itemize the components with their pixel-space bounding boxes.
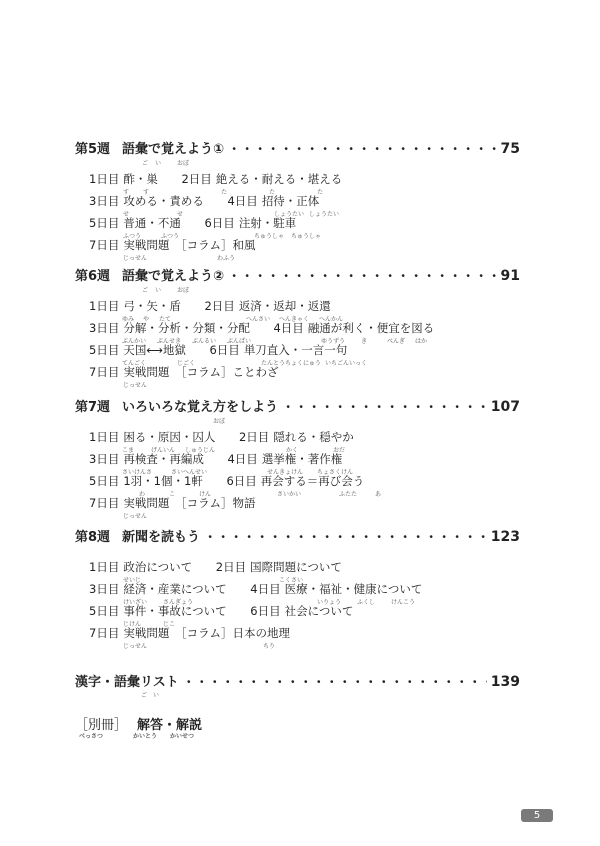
day-entry[interactable] (250, 604, 353, 618)
ruby-text: ちょさくけん (317, 469, 354, 476)
ruby-text: や (143, 316, 150, 323)
page-number-badge: 5 (521, 809, 553, 822)
day-line (89, 365, 520, 387)
day-list (89, 172, 520, 260)
day-label: 1日目 (89, 172, 120, 186)
day-line (89, 343, 520, 365)
ruby-text: おぼ (177, 160, 190, 167)
day-line (89, 194, 520, 216)
ruby-text: べんぎ (387, 338, 406, 345)
day-entry[interactable] (209, 343, 347, 357)
week-title: 新聞を読もう (122, 530, 201, 545)
ruby-text: げんいん (151, 447, 176, 454)
ruby-text: せんきょけん (267, 469, 304, 476)
ruby-text: い (155, 287, 162, 294)
ruby-text: おぼ (177, 287, 190, 294)
day-entry[interactable] (89, 626, 290, 640)
appendix-bracket: ［別冊］ (75, 718, 128, 733)
ruby-text: じっせん (123, 513, 148, 520)
ruby-text: じっせん (123, 382, 148, 389)
page-reference: 123 (490, 529, 520, 545)
day-entry[interactable] (89, 604, 227, 618)
ruby-text: わ (139, 491, 146, 498)
day-entry[interactable] (89, 172, 158, 186)
day-label: 5日目 (89, 343, 120, 357)
day-entry[interactable] (89, 299, 181, 313)
ruby-text: けいざい (123, 599, 148, 606)
ruby-text: ふくし (357, 599, 376, 606)
week-title: 語彙で覚えよう② (122, 269, 225, 284)
ruby-text: ゆうずう (321, 338, 346, 345)
day-topic: 再検査・再編成 (123, 452, 204, 466)
day-label: 1日目 (89, 299, 120, 313)
ruby-text: こま (122, 447, 135, 454)
ruby-text: かく (286, 447, 299, 454)
day-line (89, 496, 520, 518)
ruby-text: せ (123, 211, 130, 218)
ruby-text: た (221, 189, 228, 196)
day-entry[interactable] (226, 474, 364, 488)
week-heading[interactable] (75, 140, 520, 158)
day-entry[interactable] (227, 452, 342, 466)
day-line (89, 560, 520, 582)
day-label: 5日目 (89, 474, 120, 488)
ruby-text: い (155, 160, 162, 167)
day-entry[interactable] (89, 365, 278, 379)
day-label: 3日目 (89, 452, 120, 466)
day-line (89, 321, 520, 343)
day-line (89, 172, 520, 194)
day-topic: 隠れる・穏やか (273, 430, 354, 444)
week-title: いろいろな覚え方をしよう (122, 400, 279, 415)
day-line (89, 216, 520, 238)
day-topic: 1羽・1個・1軒 (123, 474, 203, 488)
day-topic: 分解・分析・分類・分配 (123, 321, 250, 335)
ruby-text: ふつう (161, 233, 180, 240)
day-topic: 実戦問題 ［コラム］日本の地理 (123, 626, 290, 640)
week-number: 第7週 (75, 400, 111, 415)
ruby-text: ご (142, 160, 149, 167)
week-number: 第8週 (75, 530, 111, 545)
day-topic: 国際問題について (250, 560, 342, 574)
day-label: 5日目 (89, 216, 120, 230)
day-line (89, 474, 520, 496)
ruby-text: べっさつ (79, 733, 104, 740)
day-label: 6日目 (204, 216, 235, 230)
week-heading[interactable] (75, 398, 520, 416)
day-topic: 実戦問題 ［コラム］和風 (123, 238, 256, 252)
day-entry[interactable] (89, 582, 227, 596)
day-entry[interactable] (89, 452, 204, 466)
ruby-text: こくさい (279, 577, 304, 584)
ruby-text: ご い (141, 692, 160, 699)
ruby-text: す (123, 189, 130, 196)
ruby-text: ふつう (123, 233, 142, 240)
day-label: 2日目 (204, 299, 235, 313)
day-label: 3日目 (89, 321, 120, 335)
day-entry[interactable] (89, 321, 250, 335)
ruby-text: じけん (123, 621, 142, 628)
day-topic: 医療・福祉・健康について (284, 582, 423, 596)
leader-dots (183, 673, 487, 690)
day-topic: 絶える・耐える・堪える (215, 172, 343, 186)
ruby-text: せいじ (123, 577, 142, 584)
ruby-text: た (269, 189, 276, 196)
day-label: 6日目 (226, 474, 257, 488)
day-topic: 天国⟷地獄 (123, 343, 186, 357)
ruby-text: いちごんいっく (325, 360, 368, 367)
day-topic: 融通が利く・便宜を図る (307, 321, 435, 335)
ruby-text: たんとうちょくにゅう (261, 360, 321, 367)
ruby-text: ちゅうしゃ (291, 233, 322, 240)
day-entry[interactable] (89, 430, 215, 444)
ruby-text: しょうたい (309, 211, 340, 218)
day-topic: 注射・駐車 (238, 216, 297, 230)
vocab-list-entry[interactable] (75, 671, 520, 699)
day-line (89, 582, 520, 604)
ruby-text: しゅうじん (185, 447, 216, 454)
ruby-text: ふたた (339, 491, 358, 498)
ruby-text: へんさい (246, 316, 271, 323)
ruby-text: てんごく (122, 360, 147, 367)
ruby-text: けん (199, 491, 212, 498)
day-entry[interactable] (89, 238, 255, 252)
day-entry[interactable] (204, 299, 330, 313)
day-label: 1日目 (89, 430, 120, 444)
day-topic: 招待・正体 (261, 194, 320, 208)
ruby-text: ご (142, 287, 149, 294)
day-label: 4日目 (227, 194, 258, 208)
leader-dots (228, 140, 496, 158)
ruby-text: たて (159, 316, 172, 323)
day-label: 3日目 (89, 194, 120, 208)
day-topic: 政治について (123, 560, 193, 574)
day-label: 1日目 (89, 560, 120, 574)
ruby-text: ゆみ (122, 316, 135, 323)
ruby-text: た (317, 189, 324, 196)
appendix-title: 解答・解説 (137, 718, 203, 733)
ruby-text: おだ (333, 447, 346, 454)
ruby-text: いりょう (317, 599, 342, 606)
vocab-list-title: 漢字・語彙リスト (75, 675, 179, 690)
week-5-section (75, 140, 520, 260)
day-label: 7日目 (89, 238, 120, 252)
day-entry[interactable] (89, 496, 255, 510)
ruby-text: ぶんかい (122, 338, 147, 345)
day-topic: 事件・事故について (123, 604, 227, 618)
ruby-text: じごく (177, 360, 196, 367)
ruby-text: さいかい (277, 491, 302, 498)
ruby-text: しょうたい (274, 211, 305, 218)
day-entry[interactable] (239, 430, 354, 444)
day-topic: 社会について (284, 604, 354, 618)
week-number: 第5週 (75, 142, 111, 157)
ruby-text: あ (375, 491, 382, 498)
ruby-text: はか (415, 338, 428, 345)
day-entry[interactable] (89, 474, 203, 488)
ruby-text: ぶんるい (192, 338, 217, 345)
day-label: 6日目 (209, 343, 240, 357)
ruby-text: さいへんせい (171, 469, 208, 476)
title-ruby (75, 285, 520, 295)
day-topic: 酢・巣 (123, 172, 158, 186)
leader-dots (228, 267, 496, 285)
day-topic: 攻める・責める (123, 194, 204, 208)
day-line (89, 452, 520, 474)
ruby-text: じこ (163, 621, 176, 628)
day-entry[interactable] (273, 321, 434, 335)
day-label: 5日目 (89, 604, 120, 618)
day-line (89, 238, 520, 260)
ruby-text: す (143, 189, 150, 196)
page-reference: 91 (500, 268, 520, 284)
week-7-section (75, 398, 520, 518)
page-reference: 107 (490, 399, 520, 415)
ruby-text: おぼ (213, 418, 226, 425)
day-line (89, 430, 520, 452)
ruby-text: さんぎょう (163, 599, 194, 606)
ruby-text: こ (169, 491, 176, 498)
day-entry[interactable] (89, 216, 181, 230)
ruby-text: じっせん (123, 255, 148, 262)
title-ruby (75, 546, 520, 556)
leader-dots (204, 528, 487, 546)
week-title: 語彙で覚えよう① (122, 142, 225, 157)
week-8-section (75, 528, 520, 648)
day-topic: 再会する＝再び会う (260, 474, 365, 488)
day-entry[interactable] (216, 560, 342, 574)
ruby-text: わふう (217, 255, 236, 262)
day-entry[interactable] (204, 216, 296, 230)
ruby-text: へんきゃく (279, 316, 310, 323)
day-line (89, 626, 520, 648)
day-label: 3日目 (89, 582, 120, 596)
title-ruby (75, 416, 520, 426)
ruby-text: けんこう (391, 599, 416, 606)
day-topic: 困る・原因・囚人 (123, 430, 216, 444)
day-list (89, 560, 520, 648)
day-list (89, 299, 520, 387)
ruby-text: かいせつ (170, 733, 195, 740)
day-entry[interactable] (89, 194, 204, 208)
day-label: 4日目 (273, 321, 304, 335)
ruby-text: さいけんさ (122, 469, 153, 476)
title-ruby (75, 158, 520, 168)
day-label: 7日目 (89, 365, 120, 379)
ruby-text: じっせん (123, 643, 148, 650)
day-line (89, 604, 520, 626)
day-label: 6日目 (250, 604, 281, 618)
ruby-text: せ (177, 211, 184, 218)
ruby-text: ぶんせき (157, 338, 182, 345)
week-heading[interactable] (75, 267, 520, 285)
day-topic: 実戦問題 ［コラム］物語 (123, 496, 256, 510)
page-reference: 139 (490, 674, 520, 690)
ruby-text: かいとう (133, 733, 158, 740)
ruby-text: へんかん (319, 316, 344, 323)
ruby-text: き (361, 338, 368, 345)
ruby-text: ちゅうしゃ (254, 233, 285, 240)
day-topic: 経済・産業について (123, 582, 227, 596)
page-reference: 75 (500, 141, 520, 157)
day-list (89, 430, 520, 518)
day-topic: 返済・返却・返還 (238, 299, 331, 313)
day-entry[interactable] (227, 194, 319, 208)
day-entry[interactable] (89, 560, 192, 574)
leader-dots (282, 398, 487, 416)
day-label: 7日目 (89, 496, 120, 510)
day-entry[interactable] (89, 343, 186, 357)
week-heading[interactable] (75, 528, 520, 546)
day-label: 2日目 (238, 430, 270, 444)
day-entry[interactable] (181, 172, 342, 186)
day-entry[interactable] (250, 582, 422, 596)
day-topic: 単刀直入・一言一句 (243, 343, 348, 357)
day-label: 4日目 (227, 452, 258, 466)
ruby-text: ちり (263, 643, 276, 650)
day-topic: 選挙権・著作権 (261, 452, 343, 466)
day-label: 7日目 (89, 626, 120, 640)
day-topic: 実戦問題 ［コラム］ことわざ (123, 365, 279, 379)
day-topic: 普通・不通 (123, 216, 181, 230)
day-topic: 弓・矢・盾 (123, 299, 181, 313)
day-label: 4日目 (250, 582, 281, 596)
day-label: 2日目 (215, 560, 247, 574)
day-label: 2日目 (181, 172, 212, 186)
day-line (89, 299, 520, 321)
ruby-text: ぶんぱい (227, 338, 252, 345)
week-number: 第6週 (75, 269, 111, 284)
appendix-entry[interactable] (75, 714, 203, 740)
week-6-section (75, 267, 520, 387)
